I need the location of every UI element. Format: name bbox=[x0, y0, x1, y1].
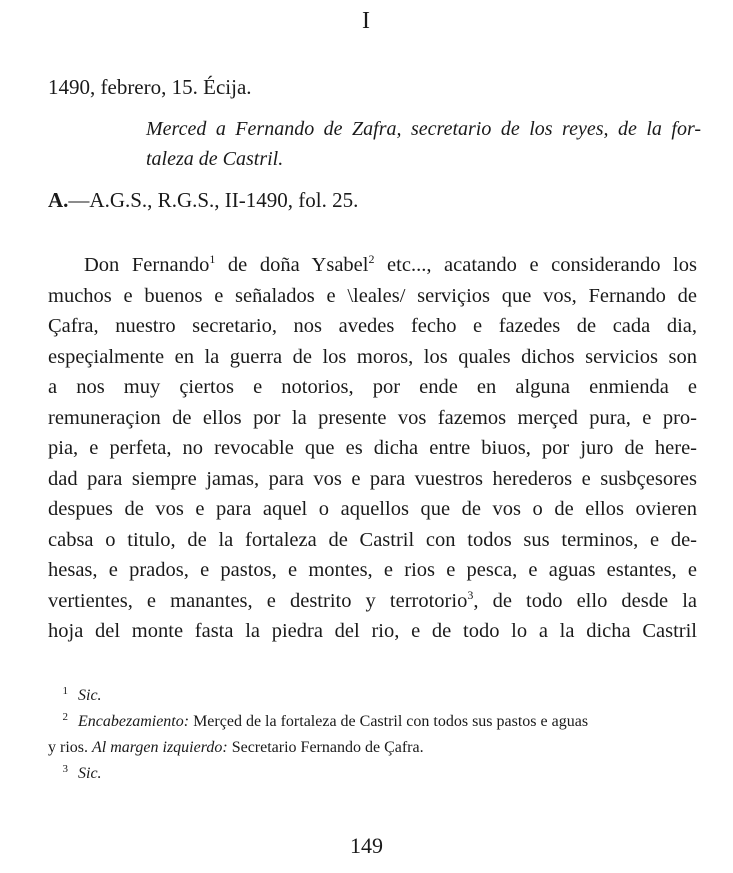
dateline: 1490, febrero, 15. Écija. bbox=[48, 75, 252, 99]
document-body bbox=[48, 250, 697, 647]
body-line: a nos muy çiertos e notorios, por ende en alguna enmienda e bbox=[48, 376, 697, 398]
body-text-segment: etc..., acatando e considerando los bbox=[374, 254, 697, 276]
footnote-ref: 3 bbox=[467, 587, 474, 602]
body-line: pia, e perfeta, no revocable que es dicha entre biuos, por juro de here- bbox=[48, 437, 697, 459]
body-line: muchos e buenos e señalados e \leales/ serviçios que vos, Fernando de bbox=[48, 284, 697, 307]
body-line: Çafra, nuestro secretario, nos avedes fecho e fazedes de cada dia, bbox=[48, 315, 697, 337]
archival-source bbox=[48, 188, 358, 213]
footnote-italic: Encabezamiento: bbox=[78, 713, 190, 730]
document-number: I bbox=[362, 8, 371, 34]
source-siglum: A. bbox=[48, 188, 69, 212]
page-number: 149 bbox=[350, 833, 383, 858]
summary-line: taleza de Castril. bbox=[146, 148, 284, 170]
body-text-segment: Don Fernando bbox=[84, 254, 210, 276]
source-reference: —A.G.S., R.G.S., II-1490, fol. 25. bbox=[68, 188, 359, 212]
footnote: 2 Encabezamiento: Merçed de la fortaleza de Castril con todos sus pastos e aguas bbox=[62, 710, 589, 730]
body-line: despues de vos e para aquel o aquellos que de vos o de ellos ovieren bbox=[48, 498, 697, 520]
footnote-ref: 2 bbox=[368, 252, 375, 267]
footnote-italic: Al margen izquierdo: bbox=[92, 739, 228, 756]
body-text-segment: , de todo ello desde la bbox=[473, 589, 697, 612]
summary-line: Merced a Fernando de Zafra, secretario de los reyes, de la for- bbox=[146, 118, 701, 140]
body-line: hesas, e prados, e pastos, e montes, e rios e pesca, e aguas estantes, e bbox=[48, 559, 697, 581]
body-line: dad para siempre jamas, para vos e para vuestros herederos e susbçesores bbox=[48, 467, 697, 490]
body-line: remuneraçion de ellos por la presente vos fazemos merçed pura, e pro- bbox=[48, 406, 697, 429]
footnote-italic: Sic. bbox=[78, 687, 102, 704]
body-text-segment: vertientes, e manantes, e destrito y terrotorio bbox=[48, 589, 468, 612]
body-line bbox=[48, 250, 697, 281]
footnote: 1 Sic. bbox=[62, 684, 102, 704]
body-line: espeçialmente en la guerra de los moros, los quales dichos servicios son bbox=[48, 345, 697, 368]
footnote: 3 Sic. bbox=[62, 762, 102, 782]
footnotes bbox=[48, 683, 698, 787]
body-line: hoja del monte fasta la piedra del rio, e de todo lo a la dicha Castril bbox=[48, 620, 697, 642]
footnote-continuation bbox=[48, 735, 698, 761]
body-line bbox=[48, 586, 697, 617]
footnote-text: y rios. bbox=[48, 739, 92, 756]
body-line: cabsa o titulo, de la fortaleza de Castril con todos sus terminos, e de- bbox=[48, 528, 697, 551]
footnote-text: Secretario Fernando de Çafra. bbox=[227, 739, 424, 756]
footnote-ref: 1 bbox=[209, 252, 216, 267]
document-summary bbox=[146, 114, 701, 174]
footnote-italic: Sic. bbox=[78, 765, 102, 782]
body-text-segment: de doña Ysabel bbox=[215, 254, 369, 276]
footnote-text: Merçed de la fortaleza de Castril con todos sus pastos e aguas bbox=[189, 713, 589, 730]
